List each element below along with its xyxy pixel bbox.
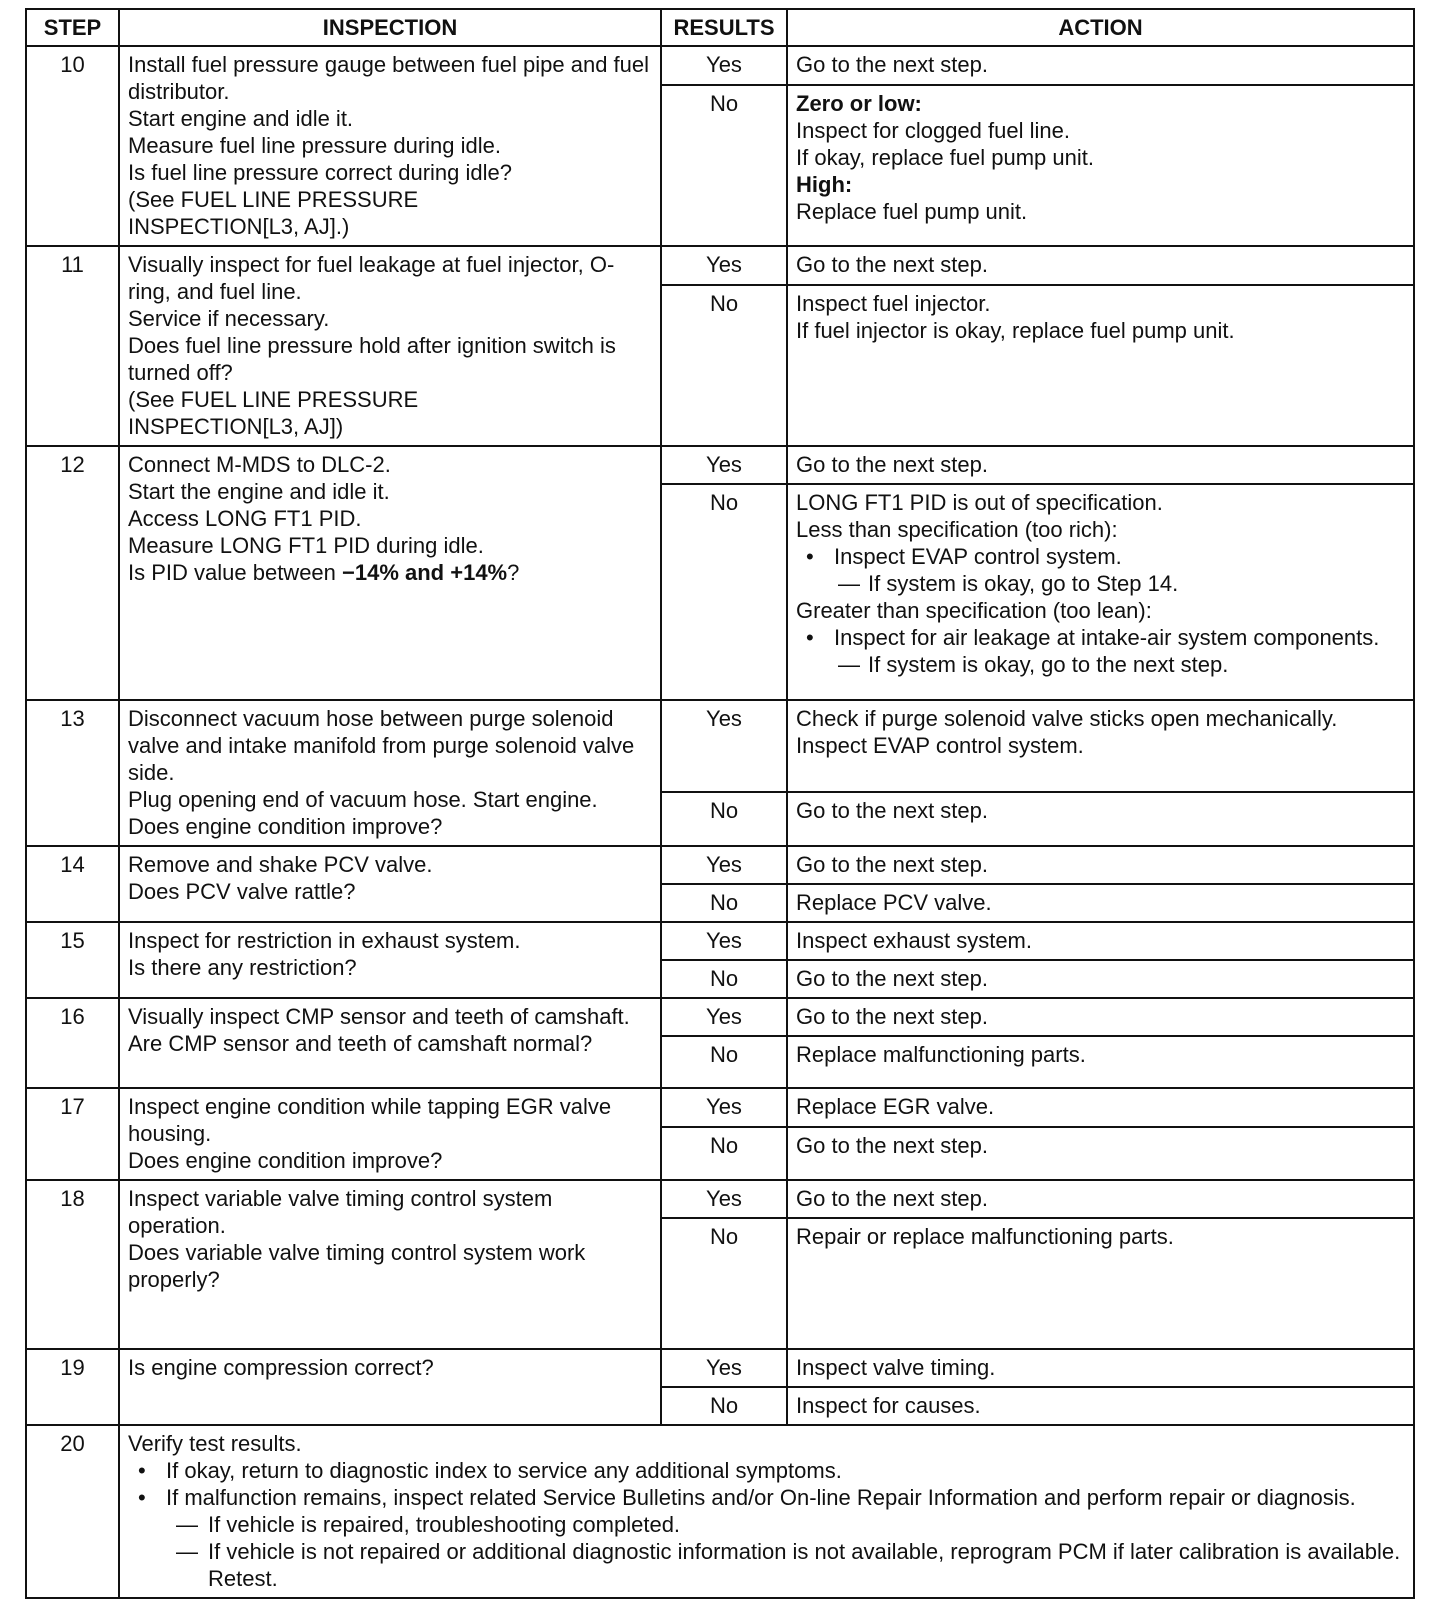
inspection-line: Access LONG FT1 PID. <box>128 506 362 531</box>
result-no: No <box>661 960 787 998</box>
action-cell <box>787 246 1414 285</box>
action-cell <box>787 285 1414 446</box>
action-line: Inspect for clogged fuel line. <box>796 117 1070 143</box>
action-heading: Zero or low: <box>796 90 922 116</box>
inspection-question <box>128 559 652 586</box>
action-cell <box>787 846 1414 884</box>
action-cell <box>787 998 1414 1036</box>
inspection-line: Measure LONG FT1 PID during idle. <box>128 533 484 558</box>
action-cell <box>787 1349 1414 1387</box>
result-yes: Yes <box>661 46 787 85</box>
inspection-line: Connect M-MDS to DLC-2. <box>128 452 391 477</box>
inspection-line: Does fuel line pressure hold after ignition switch is turned off? <box>128 333 616 385</box>
action-line: Go to the next step. <box>796 1132 989 1158</box>
action-cell <box>787 922 1414 960</box>
inspection-line: Start engine and idle it. <box>128 106 354 131</box>
inspection-cell <box>119 998 661 1088</box>
inspection-line: Remove and shake PCV valve. <box>128 852 433 877</box>
action-line: Check if purge solenoid valve sticks open mechanically. <box>796 706 1338 731</box>
step-number: 19 <box>26 1349 119 1425</box>
result-yes: Yes <box>661 846 787 884</box>
step-number: 16 <box>26 998 119 1088</box>
inspection-line: Start the engine and idle it. <box>128 479 390 504</box>
action-cell <box>787 484 1414 700</box>
inspection-cell <box>119 700 661 846</box>
step-number: 12 <box>26 446 119 700</box>
step-number: 15 <box>26 922 119 998</box>
header-inspection: INSPECTION <box>119 9 661 46</box>
step-number: 18 <box>26 1180 119 1349</box>
result-no: No <box>661 792 787 846</box>
step-number: 10 <box>26 46 119 246</box>
action-line: Inspect EVAP control system. <box>796 733 1084 758</box>
inspection-cell <box>119 846 661 922</box>
action-line: LONG FT1 PID is out of specification. <box>796 490 1163 515</box>
result-yes: Yes <box>661 1088 787 1127</box>
action-line: Inspect exhaust system. <box>796 928 1032 953</box>
table-row <box>26 1349 1414 1387</box>
diagnostic-table <box>25 8 1415 1599</box>
step-number: 13 <box>26 700 119 846</box>
action-line: Go to the next step. <box>796 452 989 477</box>
result-yes: Yes <box>661 922 787 960</box>
step-number: 17 <box>26 1088 119 1180</box>
table-row <box>26 246 1414 285</box>
inspection-line: Does engine condition improve? <box>128 814 443 839</box>
final-bullet: • If okay, return to diagnostic index to service any additional symptoms. <box>128 1457 1405 1484</box>
action-line: Replace malfunctioning parts. <box>796 1042 1086 1067</box>
action-dash: — If system is okay, go to Step 14. <box>796 570 1405 597</box>
action-line: Repair or replace malfunctioning parts. <box>796 1224 1174 1249</box>
action-dash: — If system is okay, go to the next step. <box>796 651 1405 678</box>
final-dash: — If vehicle is not repaired or additional diagnostic information is not available, reprogram PCM if later calibration is available. Retest. <box>128 1538 1405 1592</box>
inspection-line: Does variable valve timing control system work properly? <box>128 1240 586 1292</box>
action-cell <box>787 1218 1414 1349</box>
troubleshooting-sheet <box>25 8 1413 1599</box>
table-row <box>26 998 1414 1036</box>
result-no: No <box>661 884 787 922</box>
final-instruction-cell <box>119 1425 1414 1598</box>
table-row <box>26 46 1414 85</box>
action-cell <box>787 700 1414 792</box>
result-yes: Yes <box>661 700 787 792</box>
inspection-cell <box>119 1349 661 1425</box>
inspection-line: Install fuel pressure gauge between fuel pipe and fuel distributor. <box>128 52 650 104</box>
inspection-cell <box>119 922 661 998</box>
action-line: Go to the next step. <box>796 966 989 991</box>
inspection-cell <box>119 1088 661 1180</box>
action-line: Go to the next step. <box>796 252 989 277</box>
header-row <box>26 9 1414 46</box>
inspection-line: Visually inspect for fuel leakage at fuel injector, O-ring, and fuel line. <box>128 252 615 304</box>
action-bullet: • Inspect EVAP control system. <box>796 543 1405 570</box>
table-row <box>26 1180 1414 1218</box>
final-bullet: • If malfunction remains, inspect related Service Bulletins and/or On-line Repair Information and perform repair or diagnosis. <box>128 1484 1405 1511</box>
action-cell <box>787 1127 1414 1180</box>
inspection-line: Inspect variable valve timing control system operation. <box>128 1186 553 1238</box>
result-no: No <box>661 1127 787 1180</box>
inspection-line: Plug opening end of vacuum hose. Start engine. <box>128 787 598 812</box>
action-line: Inspect fuel injector. <box>796 290 991 316</box>
inspection-line: Does engine condition improve? <box>128 1148 443 1173</box>
inspection-line: Inspect engine condition while tapping EGR valve housing. <box>128 1094 612 1146</box>
action-cell <box>787 1180 1414 1218</box>
action-cell <box>787 884 1414 922</box>
result-no: No <box>661 85 787 246</box>
action-line: If fuel injector is okay, replace fuel pump unit. <box>796 317 1235 343</box>
table-row <box>26 922 1414 960</box>
result-yes: Yes <box>661 1349 787 1387</box>
action-line: Replace PCV valve. <box>796 890 992 915</box>
final-dash: — If vehicle is repaired, troubleshooting completed. <box>128 1511 1405 1538</box>
table-row <box>26 446 1414 484</box>
inspection-line: Disconnect vacuum hose between purge solenoid valve and intake manifold from purge solenoid valve side. <box>128 706 635 785</box>
result-no: No <box>661 484 787 700</box>
inspection-line: Visually inspect CMP sensor and teeth of camshaft. <box>128 1004 630 1029</box>
action-cell <box>787 85 1414 246</box>
action-line: Less than specification (too rich): <box>796 517 1118 542</box>
inspection-cell <box>119 1180 661 1349</box>
action-line: Go to the next step. <box>796 852 989 877</box>
action-line: Go to the next step. <box>796 1186 989 1211</box>
action-cell <box>787 446 1414 484</box>
inspection-line: Does PCV valve rattle? <box>128 879 356 904</box>
action-line: Go to the next step. <box>796 52 989 77</box>
final-title: Verify test results. <box>128 1431 302 1456</box>
action-heading: High: <box>796 171 853 197</box>
step-number: 14 <box>26 846 119 922</box>
result-no: No <box>661 1036 787 1088</box>
step-number: 11 <box>26 246 119 446</box>
action-line: Go to the next step. <box>796 1004 989 1029</box>
question-end: ? <box>507 560 520 585</box>
table-row <box>26 1425 1414 1598</box>
action-cell <box>787 1036 1414 1088</box>
result-no: No <box>661 1218 787 1349</box>
inspection-line: Is fuel line pressure correct during idle? <box>128 160 512 185</box>
action-line: Go to the next step. <box>796 797 989 823</box>
question-text: Is PID value between <box>128 560 343 585</box>
action-line: Replace EGR valve. <box>796 1094 995 1119</box>
step-number: 20 <box>26 1425 119 1598</box>
action-line: Inspect for causes. <box>796 1393 981 1418</box>
action-cell <box>787 792 1414 846</box>
inspection-cell <box>119 246 661 446</box>
result-yes: Yes <box>661 446 787 484</box>
header-action: ACTION <box>787 9 1414 46</box>
inspection-reference: (See FUEL LINE PRESSURE INSPECTION[L3, AJ]) <box>128 387 419 439</box>
table-row <box>26 1088 1414 1127</box>
header-results: RESULTS <box>661 9 787 46</box>
result-no: No <box>661 1387 787 1425</box>
inspection-line: Is engine compression correct? <box>128 1355 434 1380</box>
action-cell <box>787 960 1414 998</box>
inspection-line: Are CMP sensor and teeth of camshaft normal? <box>128 1031 593 1056</box>
result-no: No <box>661 285 787 446</box>
result-yes: Yes <box>661 1180 787 1218</box>
action-cell <box>787 46 1414 85</box>
inspection-line: Is there any restriction? <box>128 955 357 980</box>
action-cell <box>787 1387 1414 1425</box>
inspection-cell <box>119 46 661 246</box>
action-cell <box>787 1088 1414 1127</box>
action-line: If okay, replace fuel pump unit. <box>796 144 1094 170</box>
table-row <box>26 846 1414 884</box>
result-yes: Yes <box>661 998 787 1036</box>
action-line: Greater than specification (too lean): <box>796 598 1152 623</box>
table-row <box>26 700 1414 792</box>
inspection-reference: (See FUEL LINE PRESSURE INSPECTION[L3, AJ].) <box>128 187 419 239</box>
inspection-line: Inspect for restriction in exhaust system. <box>128 928 521 953</box>
inspection-cell <box>119 446 661 700</box>
inspection-line: Service if necessary. <box>128 306 330 331</box>
result-yes: Yes <box>661 246 787 285</box>
header-step: STEP <box>26 9 119 46</box>
action-bullet: • Inspect for air leakage at intake-air system components. <box>796 624 1405 651</box>
question-range: −14% and +14% <box>342 560 508 585</box>
inspection-line: Measure fuel line pressure during idle. <box>128 133 501 158</box>
action-line: Replace fuel pump unit. <box>796 198 1028 224</box>
action-line: Inspect valve timing. <box>796 1355 996 1380</box>
